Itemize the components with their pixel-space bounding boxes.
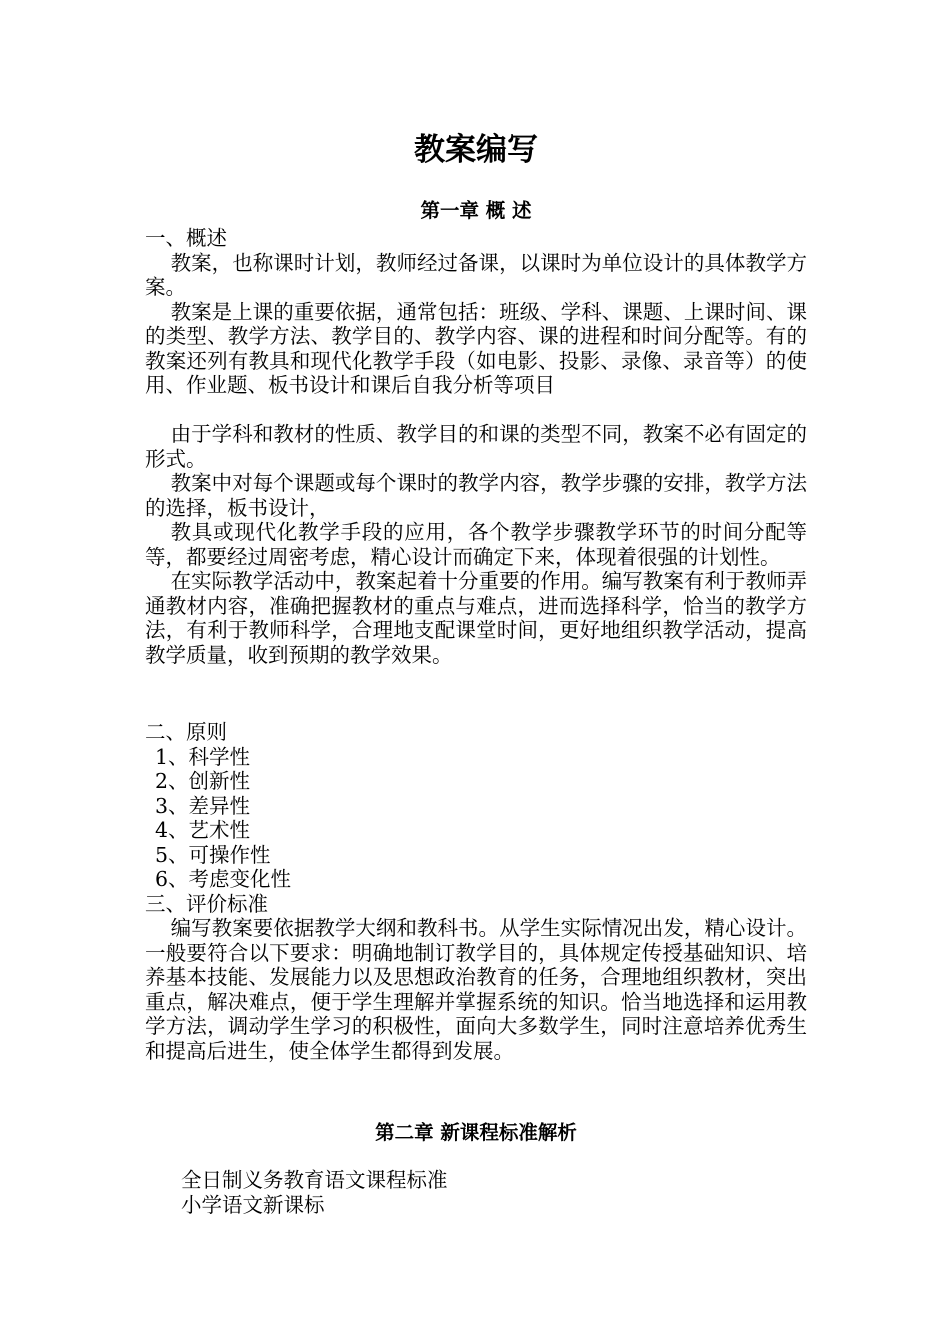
paragraph-5: 教具或现代化教学手段的应用，各个教学步骤教学环节的时间分配等等，都要经过周密考虑，精心设计而确定下来，体现着很强的计划性。 [145,520,807,569]
section-overview [145,226,807,667]
section-1-heading: 一、概述 [145,226,227,250]
paragraph-2: 教案是上课的重要依据，通常包括：班级、学科、课题、上课时间、课的类型、教学方法、教学目的、教学内容、课的进程和时间分配等。有的教案还列有教具和现代化教学手段（如电影、投影、录像、录音等）的使用、作业题、板书设计和课后自我分析等项目 [145,299,807,397]
principle-item: 3、差异性 [155,793,251,818]
chapter-2-item: 小学语文新课标 [181,1192,325,1217]
paragraph-4: 教案中对每个课题或每个课时的教学内容，教学步骤的安排，教学方法的选择，板书设计， [145,471,807,520]
chapter-2-item: 全日制义务教育语文课程标准 [181,1168,448,1192]
principle-item: 5、可操作性 [155,842,271,867]
paragraph-7: 编写教案要依据教学大纲和教科书。从学生实际情况出发，精心设计。一般要符合以下要求：明确地制订教学目的，具体规定传授基础知识、培养基本技能、发展能力以及思想政治教育的任务，合理地组织教材，突出重点，解决难点，便于学生理解并掌握系统的知识。恰当地选择和运用教学方法，调动学生学习的积极性，面向大多数学生，同时注意培养优秀生和提高后进生，使全体学生都得到发展。 [145,916,807,1063]
paragraph-1: 教案，也称课时计划，教师经过备课，以课时为单位设计的具体教学方案。 [145,250,807,299]
document-title: 教案编写 [414,132,538,168]
chapter-2-items [145,1168,807,1217]
principle-item: 4、艺术性 [155,818,251,842]
section-2-heading: 二、原则 [145,720,227,744]
chapter-1-heading: 第一章 概 述 [420,199,532,222]
principle-item: 6、考虑变化性 [155,867,292,891]
principle-item: 1、科学性 [155,744,251,769]
principle-item: 2、创新性 [155,769,251,793]
section-3-heading: 三、评价标准 [145,891,268,916]
paragraph-3: 由于学科和教材的性质、教学目的和课的类型不同，教案不必有固定的形式。 [145,422,807,471]
section-principles [145,720,807,1063]
paragraph-6: 在实际教学活动中，教案起着十分重要的作用。编写教案有利于教师弄通教材内容，准确把握教材的重点与难点，进而选择科学，恰当的教学方法，有利于教师科学，合理地支配课堂时间，更好地组织教学活动，提高教学质量，收到预期的教学效果。 [145,569,807,667]
chapter-2-heading: 第二章 新课程标准解析 [375,1121,577,1144]
blank-line [145,398,807,423]
